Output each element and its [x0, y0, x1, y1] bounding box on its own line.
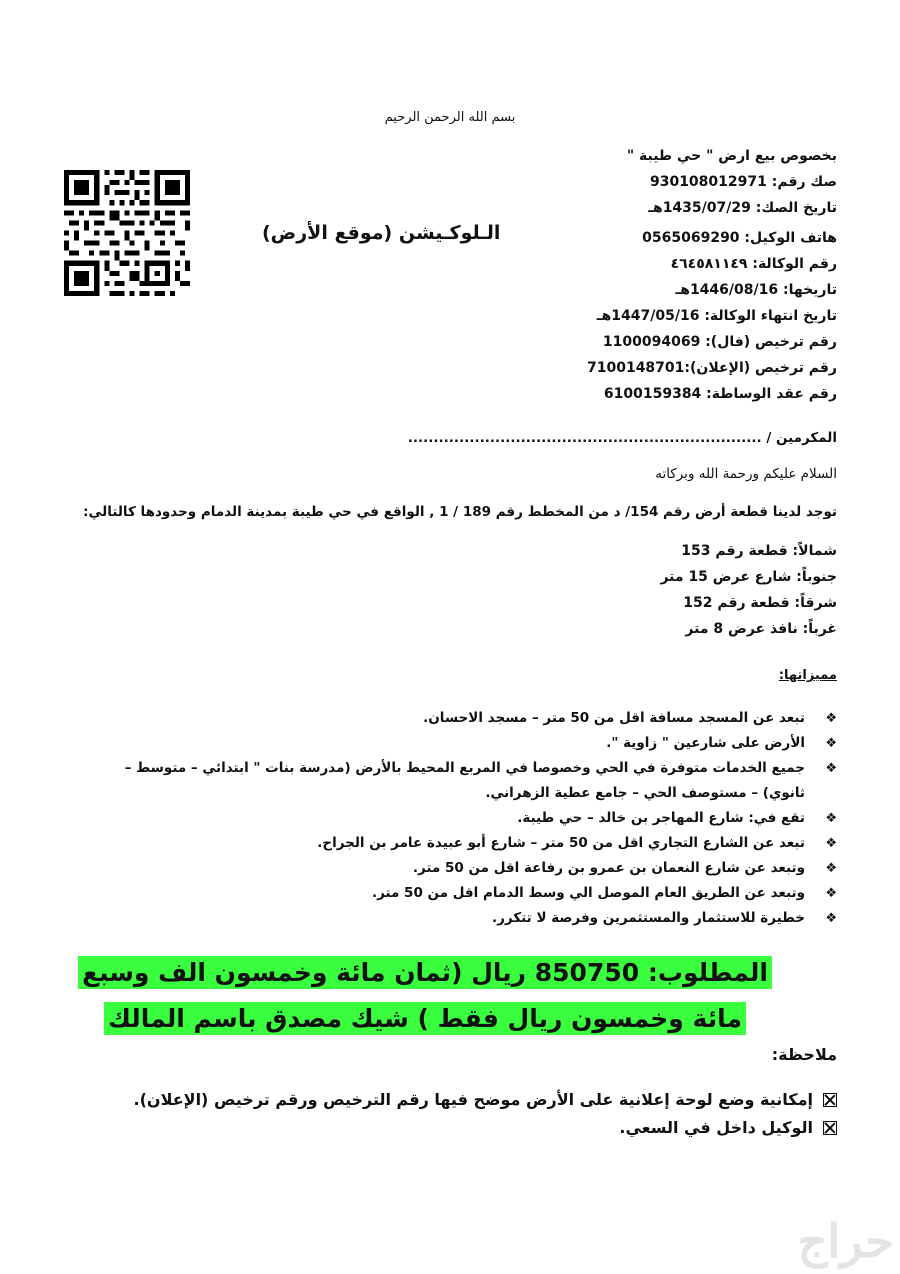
list-item: ❖ خطيرة للاستثمار والمستثمرين وفرصة لا تتكرر.: [97, 906, 837, 931]
notes-title: ملاحظة:: [771, 1045, 837, 1064]
recipient-line: المكرمين / .....................................................................: [407, 430, 837, 446]
diamond-bullet-icon: ❖: [825, 811, 837, 826]
list-item: ❖ تبعد عن المسجد مسافة اقل من 50 متر – مسجد الاحسان.: [97, 706, 837, 731]
price-banner: [70, 950, 780, 1042]
list-item: ❖ الأرض على شارعين " زاوية ".: [97, 731, 837, 756]
list-item: الوكيل داخل في السعي.: [134, 1114, 837, 1142]
intro-paragraph: توجد لدينا قطعة أرض رقم 154/ د من المخطط رقم 189 / 1 , الواقع في حي طيبة بمدينة الدمام وحدودها كالتالي:: [83, 504, 837, 520]
info-line: تاريخ الصك: 1435/07/29هـ: [648, 200, 837, 216]
info-line: تاريخها: 1446/08/16هـ: [675, 282, 837, 298]
diamond-bullet-icon: ❖: [825, 761, 837, 776]
info-line: رقم ترخيص (الإعلان):7100148701: [586, 360, 837, 376]
location-title: الـلوكـيشن (موقع الأرض): [262, 222, 501, 244]
price-text: المطلوب: 850750 ريال (ثمان مائة وخمسون الف وسبع مائة وخمسون ريال فقط ) شيك مصدق باسم المالك: [78, 956, 772, 1035]
basmala-heading: بسم الله الرحمن الرحيم: [384, 110, 516, 125]
diamond-bullet-icon: ❖: [825, 861, 837, 876]
boundaries-list: [660, 538, 837, 642]
notes-list: [134, 1086, 837, 1142]
features-list: [97, 706, 837, 931]
deed-info-block: [587, 143, 837, 407]
diamond-bullet-icon: ❖: [825, 886, 837, 901]
info-line: رقم ترخيص (فال): 1100094069: [602, 334, 837, 350]
info-line: رقم عقد الوساطة: 6100159384: [603, 386, 837, 402]
list-item: إمكانية وضع لوحة إعلانية على الأرض موضح فيها رقم الترخيص ورقم ترخيص (الإعلان).: [134, 1086, 837, 1114]
list-item: ❖ تبعد عن الشارع التجاري اقل من 50 متر – شارع أبو عبيدة عامر بن الجراح.: [97, 831, 837, 856]
list-item: ❖ جميع الخدمات متوفرة في الحي وخصوصا في المربع المحيط بالأرض (مدرسة بنات " ابتدائي – متوسط – ثانوي) – مستوصف الحي – جامع عطية الزهراني.: [97, 756, 837, 806]
checkbox-checked-icon: [823, 1093, 837, 1107]
diamond-bullet-icon: ❖: [825, 911, 837, 926]
info-line: بخصوص بيع ارض " حي طيبة ": [626, 148, 837, 164]
list-item: ❖ وتبعد عن الطريق العام الموصل الي وسط الدمام اقل من 50 متر.: [97, 881, 837, 906]
qr-code-icon: [64, 170, 190, 296]
diamond-bullet-icon: ❖: [825, 736, 837, 751]
list-item: ❖ تقع في: شارع المهاجر بن خالد – حي طيبة.: [97, 806, 837, 831]
boundary-south: جنوباً: شارع عرض 15 متر: [660, 569, 837, 585]
list-item: ❖ وتبعد عن شارع النعمان بن عمرو بن رفاعة اقل من 50 متر.: [97, 856, 837, 881]
info-line: صك رقم: 930108012971: [649, 174, 837, 190]
checkbox-checked-icon: [823, 1121, 837, 1135]
boundary-east: شرقاً: قطعة رقم 152: [683, 595, 837, 611]
watermark-logo: حراج: [797, 1214, 894, 1268]
greeting-line: السلام عليكم ورحمة الله وبركاته: [655, 466, 837, 482]
info-line: هاتف الوكيل: 0565069290: [642, 230, 837, 246]
diamond-bullet-icon: ❖: [825, 836, 837, 851]
info-line: رقم الوكالة: ٤٦٤٥٨١١٤٩: [670, 256, 837, 272]
features-title: مميزاتها:: [778, 668, 837, 683]
boundary-west: غرباً: نافذ عرض 8 متر: [685, 621, 837, 637]
boundary-north: شمالاً: قطعة رقم 153: [681, 543, 837, 559]
info-line: تاريخ انتهاء الوكالة: 1447/05/16هـ: [596, 308, 837, 324]
diamond-bullet-icon: ❖: [825, 711, 837, 726]
